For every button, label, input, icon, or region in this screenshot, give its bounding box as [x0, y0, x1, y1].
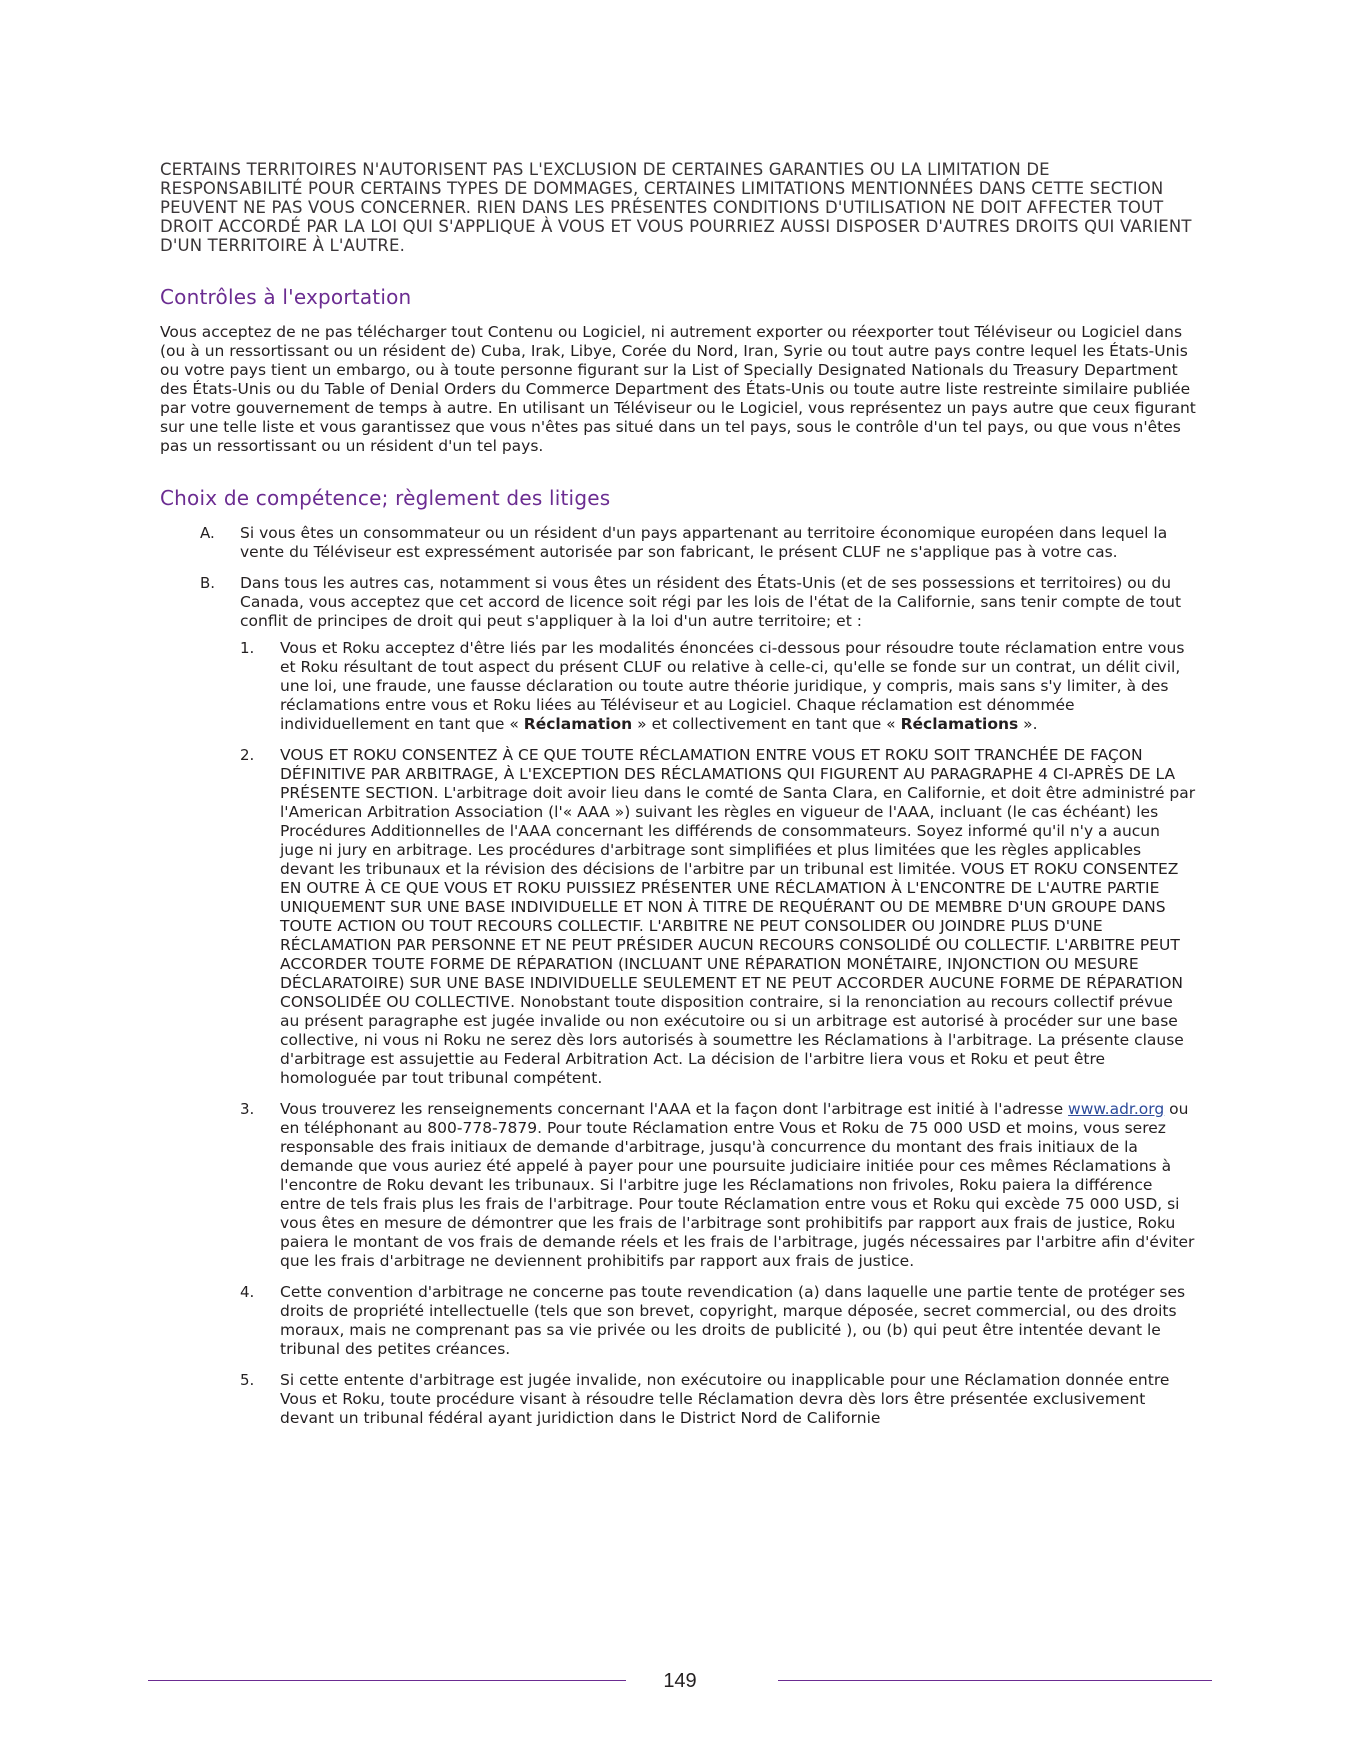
item-2-text: VOUS ET ROKU CONSENTEZ À CE QUE TOUTE RÉCLAMATION ENTRE VOUS ET ROKU SOIT TRANCHÉE DE FAÇON DÉFINITIVE PAR ARBITRAGE, À L'EXCEPTION DES RÉCLAMATIONS QUI FIGURENT AU PARAGRAPHE 4 CI-APRÈS DE LA PRÉSENTE SECTION. L'arbitrage doit avoir lieu dans le comté de Santa Clara, en Californie, et doit être administré par l'American Arbitration Association (l'« AAA ») suivant les règles en vigueur de l'AAA, incluant (le cas échéant) les Procédures Additionnelles de l'AAA concernant les différends de consommateurs. Soyez informé qu'il n'y a aucun juge ni jury en arbitrage. Les procédures d'arbitrage sont simplifiées et plus limitées que les règles applicables devant les tribunaux et la révision des décisions de l'arbitre par un tribunal est limitée. VOUS ET ROKU CONSENTEZ EN OUTRE À CE QUE VOUS ET ROKU PUISSIEZ PRÉSENTER UNE RÉCLAMATION À L'ENCONTRE DE L'AUTRE PARTIE UNIQUEMENT SUR UNE BASE INDIVIDUELLE ET NON À TITRE DE REQUÉRANT OU DE MEMBRE D'UN GROUPE DANS TOUTE ACTION OU TOUT RECOURS COLLECTIF. L'ARBITRE NE PEUT CONSOLIDER OU JOINDRE PLUS D'UNE RÉCLAMATION PAR PERSONNE ET NE PEUT PRÉSIDER AUCUN RECOURS CONSOLIDÉ OU COLLECTIF. L'ARBITRE PEUT ACCORDER TOUTE FORME DE RÉPARATION (INCLUANT UNE RÉPARATION MONÉTAIRE, INJONCTION OU MESURE DÉCLARATOIRE) SUR UNE BASE INDIVIDUELLE SEULEMENT ET NE PEUT ACCORDER AUCUNE FORME DE RÉPARATION CONSOLIDÉE OU COLLECTIVE. Nonobstant toute disposition contraire, si la renonciation au recours collectif prévue au présent paragraphe est jugée invalide ou non exécutoire ou si un arbitrage est autorisé à procéder sur une base collective, ni vous ni Roku ne serez dès lors autorisés à soumettre les Réclamations à l'arbitrage. La présente clause d'arbitrage est assujettie au Federal Arbitration Act. La décision de l'arbitre liera vous et Roku et peut être homologuée par tout tribunal compétent.	[280, 746, 1196, 1087]
export-controls-body: Vous acceptez de ne pas télécharger tout Contenu ou Logiciel, ni autrement exporter ou réexporter tout Téléviseur ou Logiciel dans (ou à un ressortissant ou un résident de) Cuba, Irak, Libye, Corée du Nord, Iran, Syrie ou tout autre pays contre lequel les États-Unis ou votre pays tient un embargo, ou à toute personne figurant sur la List of Specially Designated Nationals du Treasury Department des États-Unis ou du Table of Denial Orders du Commerce Department des États-Unis ou toute autre liste restreinte similaire publiée par votre gouvernement de temps à autre. En utilisant un Téléviseur ou le Logiciel, vous représentez un pays autre que ceux figurant sur une telle liste et vous garantissez que vous n'êtes pas situé dans un tel pays, sous le contrôle d'un tel pays, ou que vous n'êtes pas un ressortissant ou un résident d'un tel pays.	[160, 323, 1196, 455]
item-4-text: Cette convention d'arbitrage ne concerne pas toute revendication (a) dans laquelle une partie tente de protéger ses droits de propriété intellectuelle (tels que son brevet, copyright, marque déposée, secret commercial, ou des droits moraux, mais ne comprenant pas sa vie privée ou les droits de publicité ), ou (b) qui peut être intentée devant le tribunal des petites créances.	[280, 1283, 1186, 1358]
arbitration-item-2	[240, 746, 1196, 1088]
item-1-mid: » et collectivement en tant que «	[632, 715, 901, 733]
liability-disclaimer: CERTAINS TERRITOIRES N'AUTORISENT PAS L'EXCLUSION DE CERTAINES GARANTIES OU LA LIMITATION DE RESPONSABILITÉ POUR CERTAINS TYPES DE DOMMAGES, CERTAINES LIMITATIONS MENTIONNÉES DANS CETTE SECTION PEUVENT NE PAS VOUS CONCERNER. RIEN DANS LES PRÉSENTES CONDITIONS D'UTILISATION NE DOIT AFFECTER TOUT DROIT ACCORDÉ PAR LA LOI QUI S'APPLIQUE À VOUS ET VOUS POURRIEZ AUSSI DISPOSER D'AUTRES DROITS QUI VARIENT D'UN TERRITOIRE À L'AUTRE.	[160, 160, 1192, 255]
list-marker: 3.	[240, 1100, 255, 1118]
page-number: 149	[663, 1670, 697, 1692]
item-3-post: ou en téléphonant au 800-778-7879. Pour toute Réclamation entre Vous et Roku de 75 000 USD et moins, vous serez responsable des frais initiaux de demande d'arbitrage, jusqu'à concurrence du montant des frais initiaux de la demande que vous auriez été appelé à payer pour une poursuite judiciaire initiée pour ces mêmes Réclamations à l'encontre de Roku devant les tribunaux. Si l'arbitre juge les Réclamations non frivoles, Roku paiera la différence entre de tels frais plus les frais de l'arbitrage. Pour toute Réclamation entre vous et Roku qui excède 75 000 USD, si vous êtes en mesure de démontrer que les frais de l'arbitrage sont prohibitifs par rapport aux frais de justice, Roku paiera le montant de vos frais de demande réels et les frais de l'arbitrage, jugés nécessaires par l'arbitre afin d'éviter que les frais d'arbitrage ne deviennent prohibitifs par rapport aux frais de justice.	[280, 1100, 1195, 1270]
document-page	[160, 160, 1196, 1440]
export-controls-heading: Contrôles à l'exportation	[160, 285, 412, 309]
arbitration-item-3	[240, 1100, 1196, 1271]
list-marker: 2.	[240, 746, 255, 764]
item-5-text: Si cette entente d'arbitrage est jugée invalide, non exécutoire ou inapplicable pour une Réclamation donnée entre Vous et Roku, toute procédure visant à résoudre telle Réclamation devra dès lors être présentée exclusivement devant un tribunal fédéral ayant juridiction dans le District Nord de Californie	[280, 1371, 1170, 1427]
term-reclamations: Réclamations	[900, 715, 1019, 733]
jurisdiction-item-a	[160, 524, 1196, 562]
item-1-text	[280, 639, 1196, 734]
list-marker: 4.	[240, 1283, 255, 1301]
page-footer	[148, 1670, 1212, 1700]
list-marker: 5.	[240, 1371, 255, 1389]
list-marker: B.	[200, 574, 216, 592]
arbitration-item-4	[240, 1283, 1196, 1359]
item-b-text: Dans tous les autres cas, notamment si vous êtes un résident des États-Unis (et de ses possessions et territoires) ou du Canada, vous acceptez que cet accord de licence soit régi par les lois de l'état de la Californie, sans tenir compte de tout conflit de principes de droit qui peut s'appliquer à la loi d'un autre territoire; et :	[240, 574, 1182, 630]
jurisdiction-item-b	[160, 574, 1196, 1428]
arbitration-list	[240, 639, 1196, 1428]
term-reclamation: Réclamation	[523, 715, 633, 733]
item-1-pre: Vous et Roku acceptez d'être liés par les modalités énoncées ci-dessous pour résoudre toute réclamation entre vous et Roku résultant de tout aspect du présent CLUF ou relative à celle-ci, qu'elle se fonde sur un contrat, un délit civil, une loi, une fraude, une fausse déclaration ou toute autre théorie juridique, y compris, mais sans s'y limiter, à des réclamations entre vous et Roku liées au Téléviseur et au Logiciel. Chaque réclamation est dénommée individuellement en tant que «	[280, 639, 1185, 733]
item-3-pre: Vous trouverez les renseignements concernant l'AAA et la façon dont l'arbitrage est initié à l'adresse	[280, 1100, 1069, 1118]
arbitration-item-1	[240, 639, 1196, 734]
arbitration-item-5	[240, 1371, 1196, 1428]
jurisdiction-heading: Choix de compétence; règlement des litiges	[160, 486, 611, 510]
item-a-text: Si vous êtes un consommateur ou un résident d'un pays appartenant au territoire économique européen dans lequel la vente du Téléviseur est expressément autorisée par son fabricant, le présent CLUF ne s'applique pas à votre cas.	[240, 524, 1168, 561]
footer-rule-right	[778, 1680, 1212, 1681]
adr-link[interactable]: www.adr.org	[1068, 1100, 1165, 1118]
item-1-post: ».	[1018, 715, 1038, 733]
item-3-text	[280, 1100, 1196, 1271]
list-marker: A.	[200, 524, 215, 542]
jurisdiction-list	[160, 524, 1196, 1428]
list-marker: 1.	[240, 639, 255, 657]
